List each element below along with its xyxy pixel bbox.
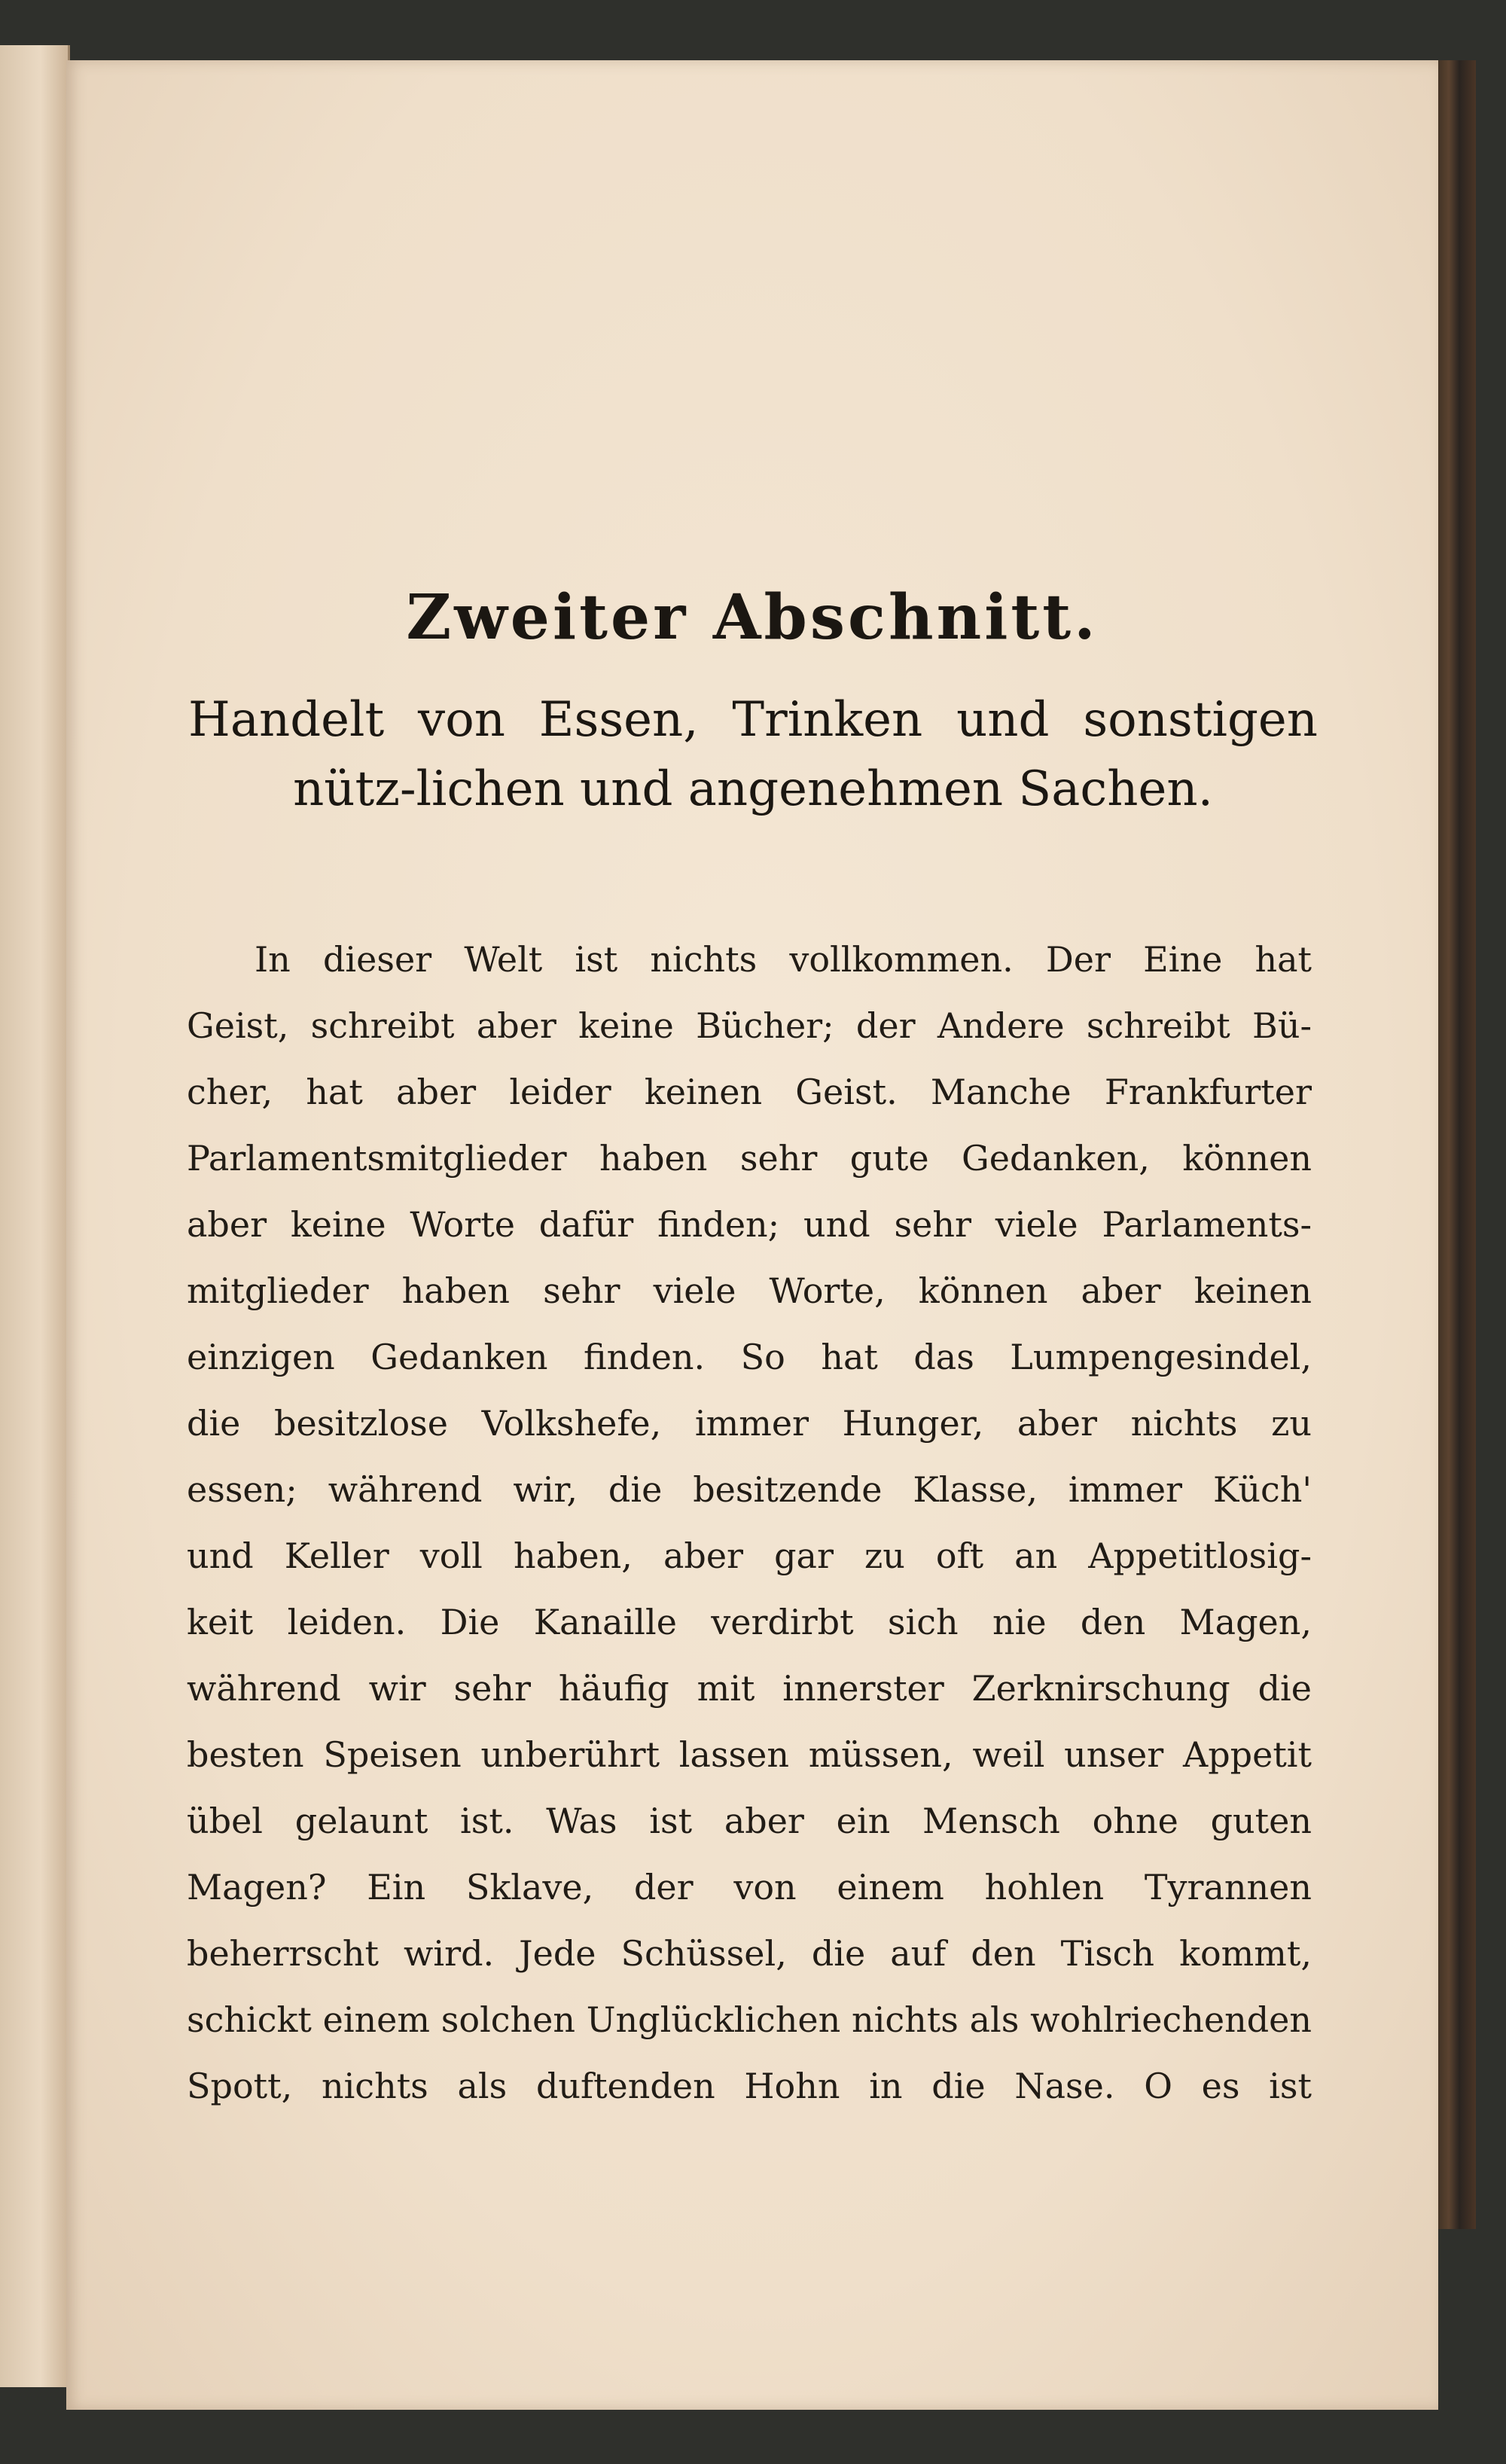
text-line: cher, hat aber leider keinen Geist. Manche Frankfurter	[187, 1072, 1312, 1112]
text-line: aber keine Worte dafür finden; und sehr viele Parlaments-	[187, 1204, 1312, 1245]
text-line: In dieser Welt ist nichts vollkommen. Der Eine hat	[255, 939, 1312, 980]
book-page	[66, 60, 1438, 2410]
text-line: die besitzlose Volkshefe, immer Hunger, aber nichts zu	[187, 1403, 1312, 1444]
text-line: mitglieder haben sehr viele Worte, können aber keinen	[187, 1270, 1312, 1311]
facing-page-edge	[0, 45, 70, 2387]
body-paragraph	[187, 926, 1312, 2119]
text-line: Spott, nichts als duftenden Hohn in die Nase. O es ist	[187, 2066, 1312, 2106]
text-line: und Keller voll haben, aber gar zu oft an Appetitlosig-	[187, 1535, 1312, 1576]
text-line: während wir sehr häufig mit innerster Zerknirschung die	[187, 1668, 1312, 1709]
text-line: beherrscht wird. Jede Schüssel, die auf den Tisch kommt,	[187, 1933, 1312, 1974]
text-line: schickt einem solchen Unglücklichen nichts als wohlriechenden	[187, 1999, 1312, 2040]
text-line: keit leiden. Die Kanaille verdirbt sich nie den Magen,	[187, 1602, 1312, 1642]
text-line: einzigen Gedanken finden. So hat das Lumpengesindel,	[187, 1337, 1312, 1377]
text-line: übel gelaunt ist. Was ist aber ein Mensch ohne guten	[187, 1801, 1312, 1841]
text-line: essen; während wir, die besitzende Klasse, immer Küch'	[187, 1469, 1312, 1510]
text-line: Magen? Ein Sklave, der von einem hohlen Tyrannen	[187, 1867, 1312, 1907]
text-line: Geist, schreibt aber keine Bücher; der Andere schreibt Bü-	[187, 1005, 1312, 1046]
section-subtitle: Handelt von Essen, Trinken und sonstigen nütz-lichen und angenehmen Sachen.	[188, 692, 1318, 817]
book-binding	[1434, 60, 1476, 2229]
section-title: Zweiter Abschnitt.	[406, 581, 1099, 654]
text-line: besten Speisen unberührt lassen müssen, weil unser Appetit	[187, 1734, 1312, 1775]
text-line: Parlamentsmitglieder haben sehr gute Gedanken, können	[187, 1138, 1312, 1179]
